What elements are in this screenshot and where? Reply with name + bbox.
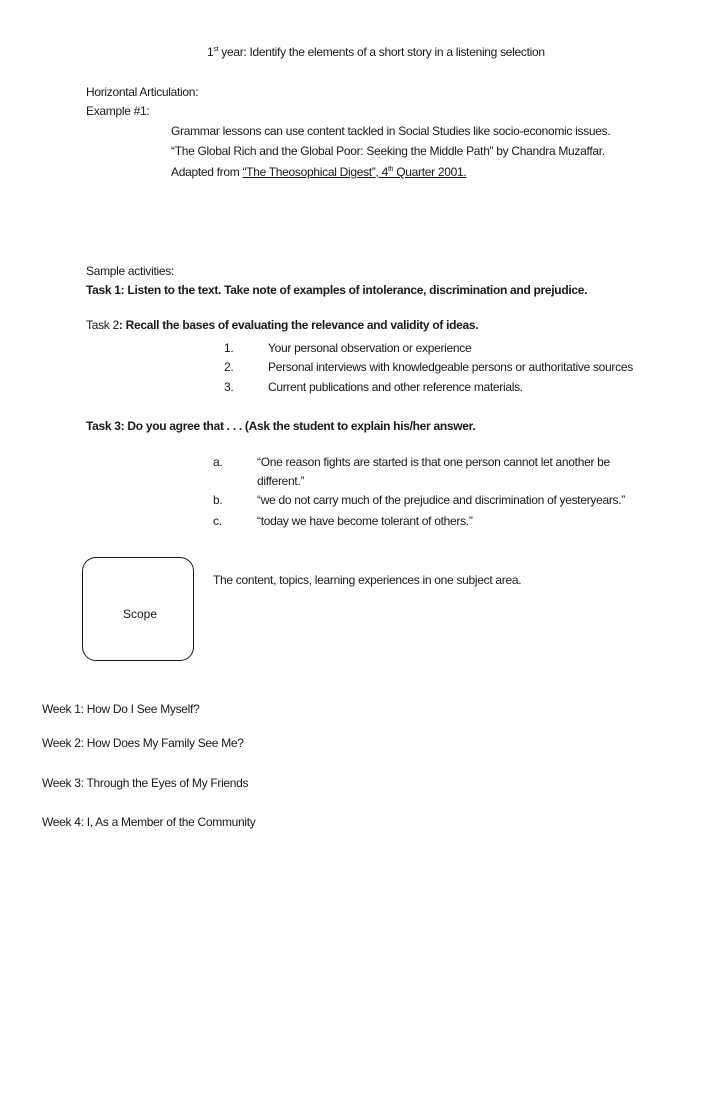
week-item: Week 4: I, As a Member of the Community bbox=[42, 815, 256, 829]
example-line-adapted bbox=[171, 165, 466, 179]
heading-year-number: 1 bbox=[207, 45, 214, 59]
task-2-label: Task 2 bbox=[86, 318, 119, 332]
task-1-text: Listen to the text. Take note of examples of intolerance, discrimination and prejudice. bbox=[124, 283, 588, 297]
heading-text: year: Identify the elements of a short story in a listening selection bbox=[218, 45, 545, 59]
task-3-item-letter: c. bbox=[213, 514, 222, 528]
task-2-item-num: 1. bbox=[224, 341, 234, 355]
week-item: Week 2: How Does My Family See Me? bbox=[42, 736, 244, 750]
task-2-item-text: Your personal observation or experience bbox=[268, 341, 472, 355]
digest-citation-title: “The Theosophical Digest”, 4 bbox=[242, 165, 388, 179]
task-3-item-text: “we do not carry much of the prejudice and discrimination of yesteryears.” bbox=[257, 493, 625, 507]
sample-activities-label: Sample activities: bbox=[86, 264, 174, 278]
task-3-item-text-cont: different.” bbox=[257, 474, 305, 488]
heading-year-suffix: st bbox=[213, 46, 219, 53]
example-line-source: “The Global Rich and the Global Poor: Seeking the Middle Path” by Chandra Muzaffar. bbox=[171, 144, 605, 158]
week-item: Week 1: How Do I See Myself? bbox=[42, 702, 200, 716]
task-1-label: Task 1: bbox=[86, 283, 125, 297]
example-label: Example #1: bbox=[86, 104, 150, 118]
task-2-item-num: 3. bbox=[224, 380, 234, 394]
example-line-grammar: Grammar lessons can use content tackled in Social Studies like socio-economic issues. bbox=[171, 124, 611, 138]
page-heading bbox=[207, 45, 545, 59]
scope-box bbox=[82, 557, 194, 661]
task-2-item-num: 2. bbox=[224, 360, 234, 374]
scope-label: Scope bbox=[123, 607, 158, 621]
horizontal-articulation-label: Horizontal Articulation: bbox=[86, 85, 199, 99]
adapted-prefix: Adapted from bbox=[171, 165, 243, 179]
task-3-item-text: “today we have become tolerant of others.” bbox=[257, 514, 473, 528]
task-2-item-text: Current publications and other reference materials. bbox=[268, 380, 523, 394]
scope-definition: The content, topics, learning experiences in one subject area. bbox=[213, 573, 522, 587]
task-3-item-text: “One reason fights are started is that one person cannot let another be bbox=[257, 455, 610, 469]
task-2 bbox=[86, 318, 478, 332]
task-3: Task 3: Do you agree that . . . (Ask the student to explain his/her answer. bbox=[86, 419, 476, 433]
task-2-text: : Recall the bases of evaluating the relevance and validity of ideas. bbox=[118, 318, 479, 332]
task-1 bbox=[86, 283, 587, 297]
task-3-item-letter: a. bbox=[213, 455, 223, 469]
task-2-item-text: Personal interviews with knowledgeable persons or authoritative sources bbox=[268, 360, 633, 374]
digest-citation-suffix: th bbox=[387, 166, 394, 173]
digest-citation bbox=[242, 165, 466, 179]
digest-citation-quarter: Quarter 2001. bbox=[393, 165, 467, 179]
week-item: Week 3: Through the Eyes of My Friends bbox=[42, 776, 249, 790]
task-3-item-letter: b. bbox=[213, 493, 223, 507]
